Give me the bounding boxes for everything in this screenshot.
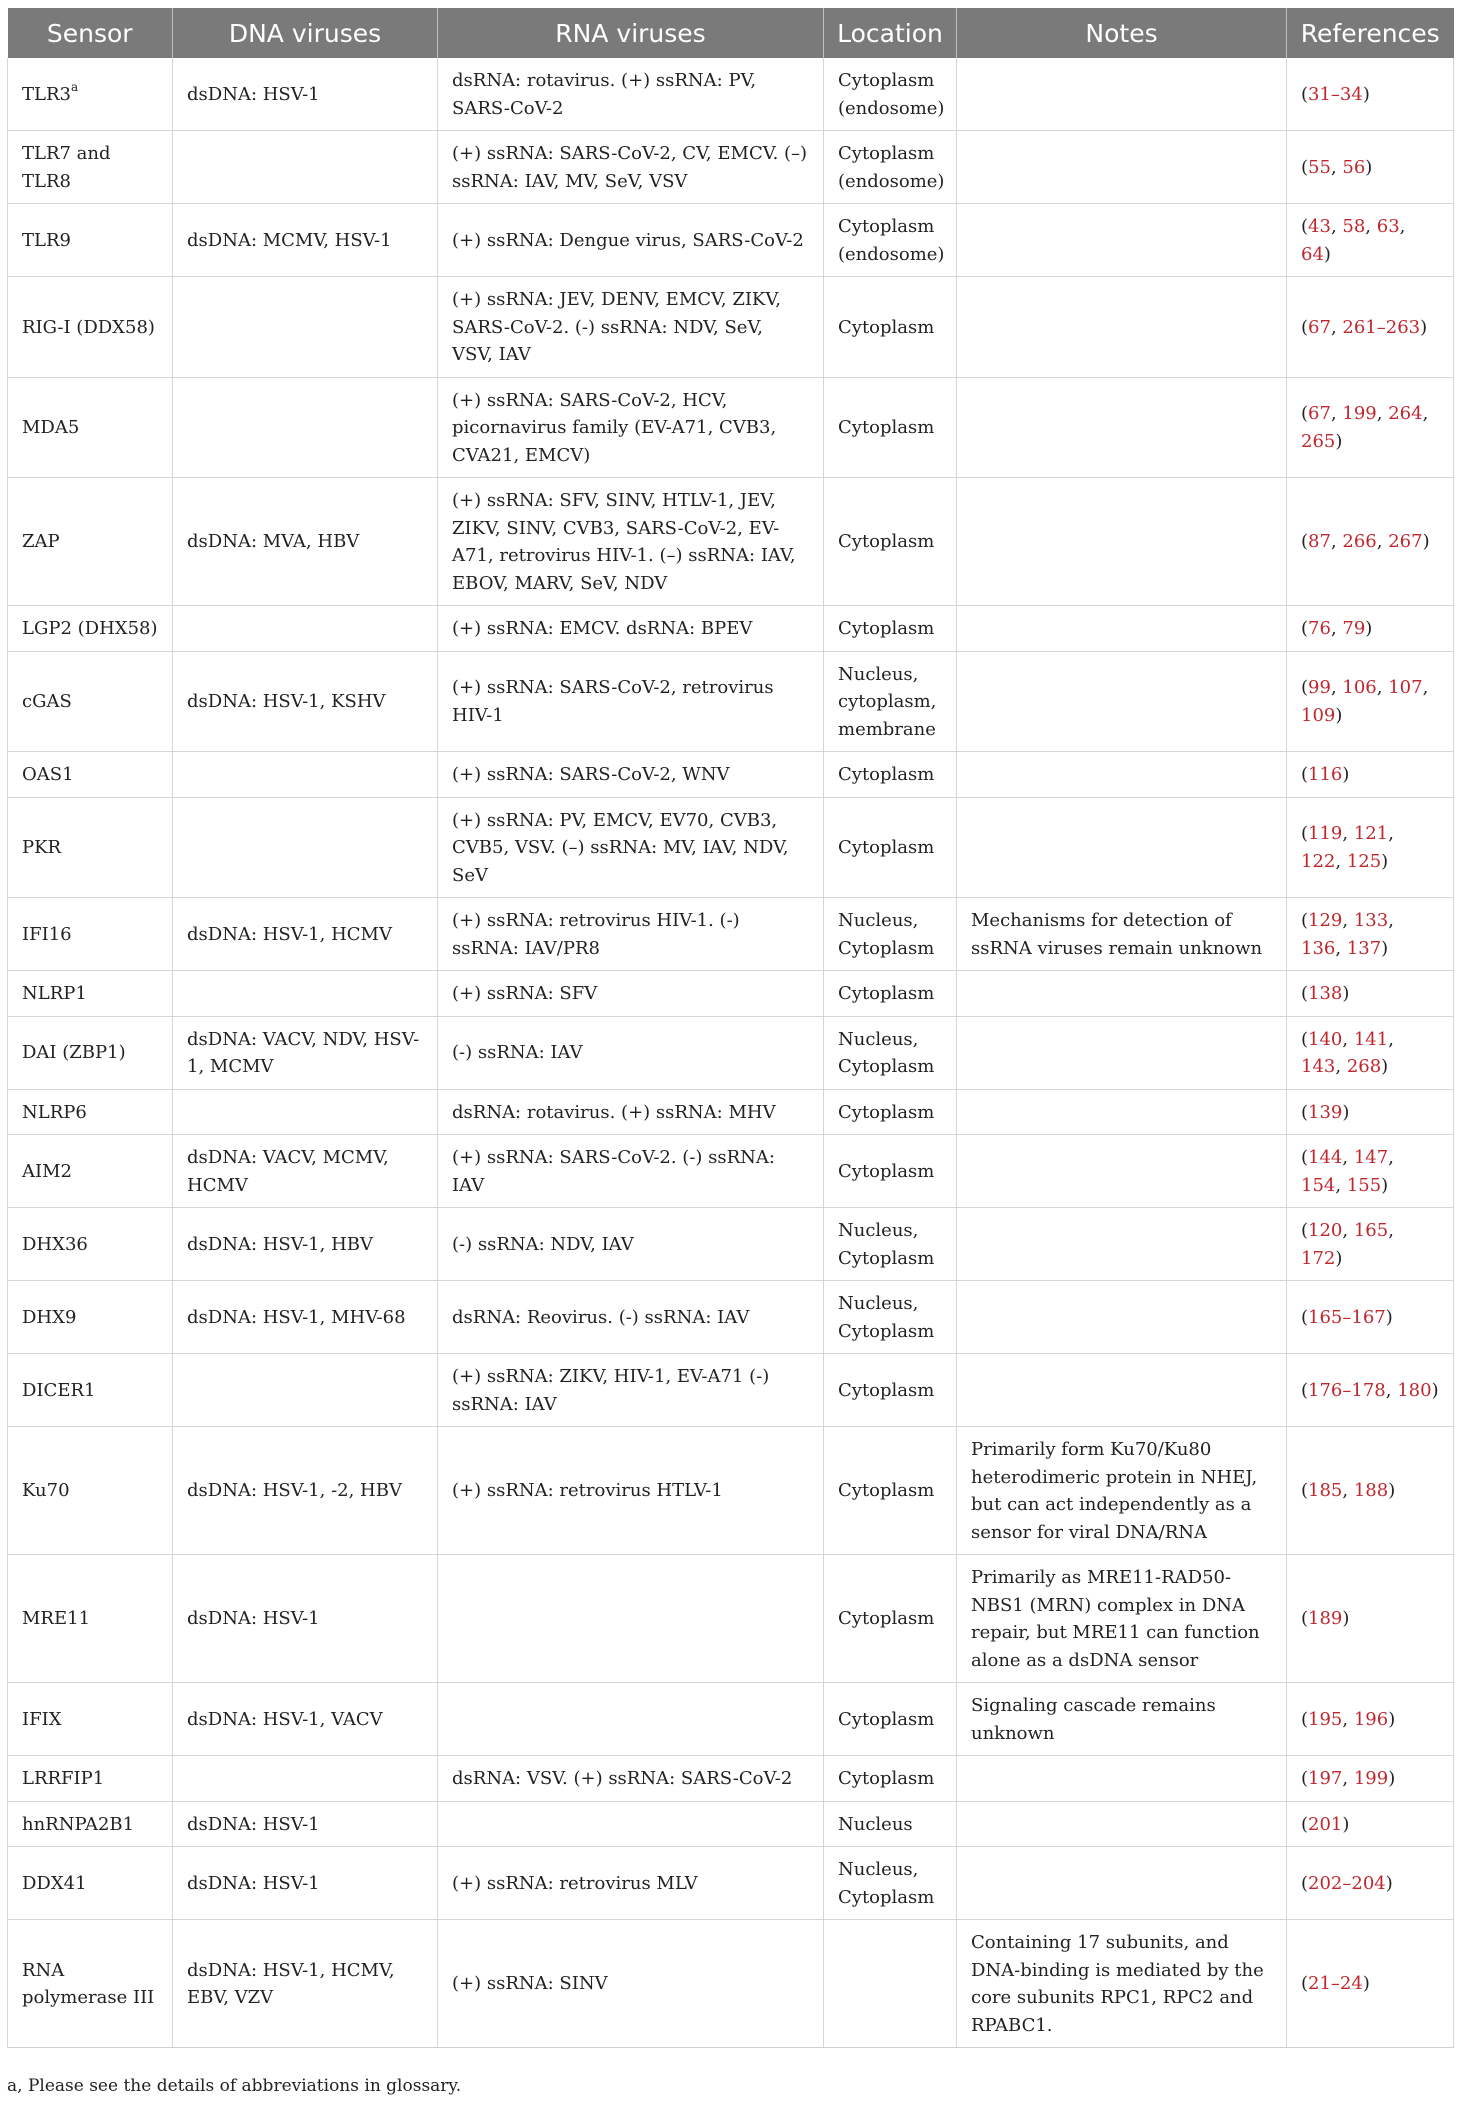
cell-references: (165–167): [1287, 1281, 1454, 1354]
reference-link[interactable]: 125: [1346, 850, 1382, 872]
cell-notes: Mechanisms for detection of ssRNA viruses remain unknown: [957, 898, 1287, 971]
cell-dna-viruses: dsDNA: HSV-1, VACV: [173, 1683, 438, 1756]
cell-rna-viruses: (+) ssRNA: SFV, SINV, HTLV-1, JEV, ZIKV, SINV, CVB3, SARS-CoV-2, EV-A71, retrovirus HIV-1. (–) ssRNA: IAV, EBOV, MARV, SeV, NDV: [438, 478, 824, 606]
reference-link[interactable]: 165: [1353, 1220, 1389, 1241]
cell-location: Cytoplasm: [824, 377, 957, 478]
cell-notes: [957, 1354, 1287, 1427]
sensor-name: TLR9: [22, 229, 71, 251]
reference-link[interactable]: 165–167: [1308, 1306, 1386, 1328]
cell-dna-viruses: [173, 971, 438, 1017]
cell-dna-viruses: [173, 606, 438, 652]
sensor-name: RIG-I (DDX58): [22, 316, 155, 338]
cell-notes: [957, 606, 1287, 652]
cell-references: (116): [1287, 752, 1454, 798]
cell-sensor: [8, 1847, 173, 1920]
sensor-name: MRE11: [22, 1608, 91, 1630]
cell-rna-viruses: (+) ssRNA: EMCV. dsRNA: BPEV: [438, 606, 824, 652]
cell-sensor: [8, 1208, 173, 1281]
table-row: [8, 1847, 1454, 1920]
reference-link[interactable]: 137: [1346, 937, 1382, 959]
cell-location: Nucleus, Cytoplasm: [824, 898, 957, 971]
reference-link[interactable]: 106: [1342, 677, 1377, 699]
cell-references: (67, 199, 264, 265): [1287, 377, 1454, 478]
cell-sensor: [8, 1135, 173, 1208]
cell-notes: [957, 1208, 1287, 1281]
reference-link[interactable]: 268: [1346, 1056, 1382, 1077]
cell-location: Nucleus, Cytoplasm: [824, 1208, 957, 1281]
cell-dna-viruses: dsDNA: HSV-1: [173, 58, 438, 131]
sensor-name: Ku70: [22, 1480, 70, 1502]
reference-link[interactable]: 43: [1308, 216, 1331, 237]
cell-notes: [957, 1801, 1287, 1847]
cell-notes: [957, 752, 1287, 798]
reference-link[interactable]: 87: [1308, 531, 1331, 553]
table-row: [8, 131, 1454, 204]
cell-dna-viruses: dsDNA: VACV, NDV, HSV-1, MCMV: [173, 1016, 438, 1089]
reference-link[interactable]: 122: [1301, 850, 1336, 872]
reference-link[interactable]: 138: [1308, 983, 1343, 1004]
reference-link[interactable]: 202–204: [1308, 1872, 1386, 1894]
cell-rna-viruses: (-) ssRNA: IAV: [438, 1016, 824, 1089]
cell-notes: Signaling cascade remains unknown: [957, 1683, 1287, 1756]
cell-location: Cytoplasm (endosome): [824, 131, 957, 204]
cell-rna-viruses: (+) ssRNA: SINV: [438, 1920, 824, 2048]
cell-sensor: [8, 651, 173, 752]
reference-link[interactable]: 139: [1308, 1101, 1343, 1123]
cell-sensor: [8, 752, 173, 798]
cell-references: (55, 56): [1287, 131, 1454, 204]
reference-link[interactable]: 67: [1308, 316, 1331, 338]
cell-sensor: [8, 1920, 173, 2048]
table-row: [8, 1920, 1454, 2048]
reference-link[interactable]: 120: [1308, 1220, 1343, 1241]
cell-references: (176–178, 180): [1287, 1354, 1454, 1427]
reference-link[interactable]: 180: [1397, 1379, 1432, 1401]
cell-location: Nucleus, Cytoplasm: [824, 1016, 957, 1089]
cell-dna-viruses: dsDNA: HSV-1, HBV: [173, 1208, 438, 1281]
cell-notes: [957, 1016, 1287, 1089]
reference-link[interactable]: 143: [1301, 1056, 1336, 1077]
sensor-name: LGP2 (DHX58): [22, 618, 158, 639]
reference-link[interactable]: 67: [1308, 403, 1331, 425]
cell-sensor: [8, 797, 173, 898]
cell-rna-viruses: dsRNA: VSV. (+) ssRNA: SARS-CoV-2: [438, 1756, 824, 1802]
cell-location: Cytoplasm: [824, 1756, 957, 1802]
header-location: Location: [824, 8, 957, 58]
cell-dna-viruses: dsDNA: MVA, HBV: [173, 478, 438, 606]
cell-dna-viruses: [173, 277, 438, 378]
cell-location: Cytoplasm: [824, 971, 957, 1017]
cell-dna-viruses: [173, 131, 438, 204]
reference-link[interactable]: 109: [1301, 704, 1336, 726]
cell-rna-viruses: [438, 1555, 824, 1683]
cell-location: Cytoplasm: [824, 752, 957, 798]
cell-dna-viruses: dsDNA: HSV-1: [173, 1555, 438, 1683]
cell-notes: Containing 17 subunits, and DNA-binding is mediated by the core subunits RPC1, RPC2 and RPABC1.: [957, 1920, 1287, 2048]
cell-location: Cytoplasm: [824, 1089, 957, 1135]
cell-references: (201): [1287, 1801, 1454, 1847]
reference-link[interactable]: 76: [1308, 618, 1331, 639]
cell-notes: Primarily as MRE11-RAD50-NBS1 (MRN) complex in DNA repair, but MRE11 can function alone as a dsDNA sensor: [957, 1555, 1287, 1683]
cell-notes: [957, 478, 1287, 606]
cell-rna-viruses: dsRNA: rotavirus. (+) ssRNA: MHV: [438, 1089, 824, 1135]
reference-link[interactable]: 63: [1376, 216, 1400, 237]
cell-notes: [957, 58, 1287, 131]
cell-sensor: [8, 131, 173, 204]
cell-dna-viruses: dsDNA: HSV-1, HCMV: [173, 898, 438, 971]
reference-link[interactable]: 265: [1301, 430, 1336, 452]
cell-location: Cytoplasm: [824, 1135, 957, 1208]
reference-link[interactable]: 140: [1308, 1028, 1343, 1050]
footnote-marker: a: [70, 79, 79, 94]
table-row: [8, 478, 1454, 606]
cell-location: Cytoplasm: [824, 1354, 957, 1427]
cell-location: Cytoplasm (endosome): [824, 204, 957, 277]
cell-references: (202–204): [1287, 1847, 1454, 1920]
cell-notes: [957, 277, 1287, 378]
reference-link[interactable]: 141: [1353, 1028, 1389, 1050]
cell-dna-viruses: dsDNA: HSV-1: [173, 1847, 438, 1920]
table-row: [8, 971, 1454, 1017]
reference-link[interactable]: 201: [1308, 1813, 1343, 1835]
cell-rna-viruses: (-) ssRNA: NDV, IAV: [438, 1208, 824, 1281]
reference-link[interactable]: 79: [1342, 618, 1366, 639]
cell-notes: [957, 797, 1287, 898]
cell-dna-viruses: [173, 1354, 438, 1427]
cell-sensor: [8, 971, 173, 1017]
sensor-name: LRRFIP1: [22, 1768, 105, 1789]
cell-dna-viruses: dsDNA: MCMV, HSV-1: [173, 204, 438, 277]
cell-location: Cytoplasm: [824, 277, 957, 378]
cell-rna-viruses: dsRNA: rotavirus. (+) ssRNA: PV, SARS-CoV-2: [438, 58, 824, 131]
table-row: [8, 1135, 1454, 1208]
sensor-name: DAI (ZBP1): [22, 1042, 126, 1064]
reference-link[interactable]: 144: [1308, 1147, 1343, 1168]
reference-link[interactable]: 55: [1308, 156, 1331, 178]
cell-references: (120, 165, 172): [1287, 1208, 1454, 1281]
sensor-name: TLR7 and TLR8: [22, 143, 111, 192]
cell-sensor: [8, 1089, 173, 1135]
table-header-row: [8, 8, 1454, 58]
cell-sensor: [8, 1683, 173, 1756]
cell-sensor: [8, 1354, 173, 1427]
cell-location: Cytoplasm: [824, 1683, 957, 1756]
table-row: [8, 1801, 1454, 1847]
sensor-name: OAS1: [22, 764, 74, 785]
cell-dna-viruses: dsDNA: HSV-1, KSHV: [173, 651, 438, 752]
cell-rna-viruses: (+) ssRNA: retrovirus MLV: [438, 1847, 824, 1920]
cell-references: (197, 199): [1287, 1756, 1454, 1802]
cell-references: (129, 133, 136, 137): [1287, 898, 1454, 971]
cell-references: (21–24): [1287, 1920, 1454, 2048]
reference-link[interactable]: 185: [1308, 1480, 1343, 1502]
reference-link[interactable]: 261–263: [1342, 316, 1421, 338]
cell-notes: [957, 1281, 1287, 1354]
table-row: [8, 752, 1454, 798]
sensor-name: MDA5: [22, 417, 80, 438]
cell-sensor: [8, 606, 173, 652]
cell-sensor: [8, 1555, 173, 1683]
reference-link[interactable]: 195: [1308, 1708, 1343, 1730]
cell-notes: [957, 1089, 1287, 1135]
reference-link[interactable]: 266: [1342, 531, 1377, 553]
table-row: [8, 1555, 1454, 1683]
header-notes: Notes: [957, 8, 1287, 58]
cell-location: Nucleus, Cytoplasm: [824, 1847, 957, 1920]
cell-rna-viruses: (+) ssRNA: SFV: [438, 971, 824, 1017]
cell-location: Cytoplasm: [824, 1427, 957, 1555]
cell-notes: [957, 131, 1287, 204]
table-row: [8, 1016, 1454, 1089]
cell-dna-viruses: dsDNA: HSV-1, -2, HBV: [173, 1427, 438, 1555]
table-row: [8, 1089, 1454, 1135]
cell-notes: Primarily form Ku70/Ku80 heterodimeric protein in NHEJ, but can act independently as a sensor for viral DNA/RNA: [957, 1427, 1287, 1555]
cell-rna-viruses: [438, 1801, 824, 1847]
reference-link[interactable]: 136: [1301, 937, 1336, 959]
cell-location: Cytoplasm: [824, 1555, 957, 1683]
cell-references: (119, 121, 122, 125): [1287, 797, 1454, 898]
cell-sensor: [8, 204, 173, 277]
sensor-name: IFIX: [22, 1708, 62, 1730]
cell-sensor: [8, 1016, 173, 1089]
reference-link[interactable]: 199: [1342, 403, 1377, 425]
cell-sensor: [8, 1427, 173, 1555]
reference-link[interactable]: 176–178: [1308, 1379, 1386, 1401]
reference-link[interactable]: 31–34: [1308, 83, 1363, 105]
cell-dna-viruses: [173, 752, 438, 798]
reference-link[interactable]: 99: [1308, 677, 1331, 699]
cell-location: [824, 1920, 957, 2048]
cell-rna-viruses: (+) ssRNA: Dengue virus, SARS-CoV-2: [438, 204, 824, 277]
sensor-name: NLRP6: [22, 1101, 87, 1123]
sensor-name: DHX9: [22, 1306, 77, 1328]
sensor-name: TLR3: [22, 83, 71, 105]
cell-dna-viruses: [173, 377, 438, 478]
cell-dna-viruses: [173, 797, 438, 898]
table-row: [8, 797, 1454, 898]
sensor-name: AIM2: [22, 1160, 72, 1182]
cell-references: (43, 58, 63, 64): [1287, 204, 1454, 277]
cell-sensor: [8, 277, 173, 378]
sensor-name: IFI16: [22, 923, 72, 945]
cell-references: (139): [1287, 1089, 1454, 1135]
table-row: [8, 204, 1454, 277]
cell-dna-viruses: dsDNA: HSV-1: [173, 1801, 438, 1847]
cell-references: (76, 79): [1287, 606, 1454, 652]
cell-references: (185, 188): [1287, 1427, 1454, 1555]
cell-references: (195, 196): [1287, 1683, 1454, 1756]
cell-dna-viruses: dsDNA: HSV-1, MHV-68: [173, 1281, 438, 1354]
cell-dna-viruses: [173, 1089, 438, 1135]
table-row: [8, 1281, 1454, 1354]
header-dna-viruses: DNA viruses: [173, 8, 438, 58]
header-sensor: Sensor: [8, 8, 173, 58]
cell-notes: [957, 1847, 1287, 1920]
table-row: [8, 277, 1454, 378]
reference-link[interactable]: 133: [1353, 910, 1389, 931]
sensor-name: NLRP1: [22, 983, 87, 1004]
cell-notes: [957, 651, 1287, 752]
header-references: References: [1287, 8, 1454, 58]
cell-rna-viruses: dsRNA: Reovirus. (-) ssRNA: IAV: [438, 1281, 824, 1354]
cell-rna-viruses: (+) ssRNA: SARS-CoV-2. (-) ssRNA: IAV: [438, 1135, 824, 1208]
reference-link[interactable]: 107: [1388, 677, 1423, 699]
table-container: [7, 8, 1453, 2048]
sensor-name: PKR: [22, 837, 62, 858]
reference-link[interactable]: 116: [1308, 764, 1343, 785]
cell-location: Nucleus: [824, 1801, 957, 1847]
cell-location: Cytoplasm: [824, 606, 957, 652]
cell-location: Cytoplasm: [824, 478, 957, 606]
cell-references: (67, 261–263): [1287, 277, 1454, 378]
cell-dna-viruses: [173, 1756, 438, 1802]
cell-notes: [957, 1756, 1287, 1802]
sensor-name: DICER1: [22, 1379, 96, 1401]
cell-rna-viruses: (+) ssRNA: ZIKV, HIV-1, EV-A71 (-) ssRNA: IAV: [438, 1354, 824, 1427]
reference-link[interactable]: 58: [1342, 216, 1366, 237]
reference-link[interactable]: 121: [1353, 823, 1389, 845]
reference-link[interactable]: 155: [1346, 1174, 1382, 1196]
cell-notes: [957, 1135, 1287, 1208]
cell-references: (144, 147, 154, 155): [1287, 1135, 1454, 1208]
table-row: [8, 651, 1454, 752]
cell-references: (189): [1287, 1555, 1454, 1683]
reference-link[interactable]: 189: [1308, 1608, 1343, 1630]
cell-rna-viruses: (+) ssRNA: SARS-CoV-2, retrovirus HIV-1: [438, 651, 824, 752]
reference-link[interactable]: 154: [1301, 1174, 1336, 1196]
table-row: [8, 58, 1454, 131]
cell-location: Nucleus, cytoplasm, membrane: [824, 651, 957, 752]
cell-location: Cytoplasm: [824, 797, 957, 898]
cell-rna-viruses: (+) ssRNA: retrovirus HIV-1. (-) ssRNA: IAV/PR8: [438, 898, 824, 971]
table-row: [8, 606, 1454, 652]
cell-sensor: [8, 1801, 173, 1847]
cell-location: Cytoplasm (endosome): [824, 58, 957, 131]
cell-sensor: [8, 1281, 173, 1354]
cell-references: (99, 106, 107, 109): [1287, 651, 1454, 752]
table-row: [8, 1354, 1454, 1427]
reference-link[interactable]: 129: [1308, 910, 1343, 931]
reference-link[interactable]: 267: [1388, 531, 1423, 553]
table-row: [8, 1208, 1454, 1281]
cell-notes: [957, 377, 1287, 478]
cell-sensor: [8, 58, 173, 131]
cell-rna-viruses: (+) ssRNA: retrovirus HTLV-1: [438, 1427, 824, 1555]
sensor-name: DDX41: [22, 1872, 87, 1894]
cell-sensor: [8, 478, 173, 606]
cell-references: (138): [1287, 971, 1454, 1017]
cell-rna-viruses: (+) ssRNA: PV, EMCV, EV70, CVB3, CVB5, VSV. (–) ssRNA: MV, IAV, NDV, SeV: [438, 797, 824, 898]
cell-rna-viruses: (+) ssRNA: SARS-CoV-2, WNV: [438, 752, 824, 798]
cell-references: (140, 141, 143, 268): [1287, 1016, 1454, 1089]
cell-rna-viruses: (+) ssRNA: SARS-CoV-2, CV, EMCV. (–) ssRNA: IAV, MV, SeV, VSV: [438, 131, 824, 204]
cell-sensor: [8, 898, 173, 971]
cell-rna-viruses: (+) ssRNA: JEV, DENV, EMCV, ZIKV, SARS-CoV-2. (-) ssRNA: NDV, SeV, VSV, IAV: [438, 277, 824, 378]
sensor-name: hnRNPA2B1: [22, 1813, 135, 1835]
cell-references: (31–34): [1287, 58, 1454, 131]
cell-notes: [957, 204, 1287, 277]
table-row: [8, 377, 1454, 478]
table-row: [8, 1683, 1454, 1756]
reference-link[interactable]: 196: [1353, 1708, 1389, 1730]
cell-location: Nucleus, Cytoplasm: [824, 1281, 957, 1354]
reference-link[interactable]: 147: [1353, 1147, 1389, 1168]
sensor-name: RNA polymerase III: [22, 1959, 155, 2008]
sensor-name: ZAP: [22, 531, 60, 553]
sensor-name: cGAS: [22, 691, 72, 712]
reference-link[interactable]: 199: [1353, 1768, 1389, 1789]
reference-link[interactable]: 188: [1353, 1480, 1389, 1502]
cell-rna-viruses: [438, 1683, 824, 1756]
table-row: [8, 1427, 1454, 1555]
reference-link[interactable]: 119: [1308, 823, 1343, 845]
table-row: [8, 898, 1454, 971]
sensor-table: [7, 8, 1454, 2048]
cell-rna-viruses: (+) ssRNA: SARS-CoV-2, HCV, picornavirus family (EV-A71, CVB3, CVA21, EMCV): [438, 377, 824, 478]
reference-link[interactable]: 172: [1301, 1247, 1336, 1269]
header-rna-viruses: RNA viruses: [438, 8, 824, 58]
reference-link[interactable]: 21–24: [1308, 1973, 1363, 1995]
cell-references: (87, 266, 267): [1287, 478, 1454, 606]
reference-link[interactable]: 64: [1301, 243, 1324, 265]
cell-sensor: [8, 377, 173, 478]
reference-link[interactable]: 56: [1342, 156, 1366, 178]
cell-dna-viruses: dsDNA: HSV-1, HCMV, EBV, VZV: [173, 1920, 438, 2048]
footnote: a, Please see the details of abbreviations in glossary.: [7, 2076, 462, 2096]
reference-link[interactable]: 264: [1388, 403, 1423, 425]
table-row: [8, 1756, 1454, 1802]
sensor-name: DHX36: [22, 1233, 88, 1255]
cell-notes: [957, 971, 1287, 1017]
reference-link[interactable]: 197: [1308, 1768, 1343, 1789]
cell-sensor: [8, 1756, 173, 1802]
cell-dna-viruses: dsDNA: VACV, MCMV, HCMV: [173, 1135, 438, 1208]
